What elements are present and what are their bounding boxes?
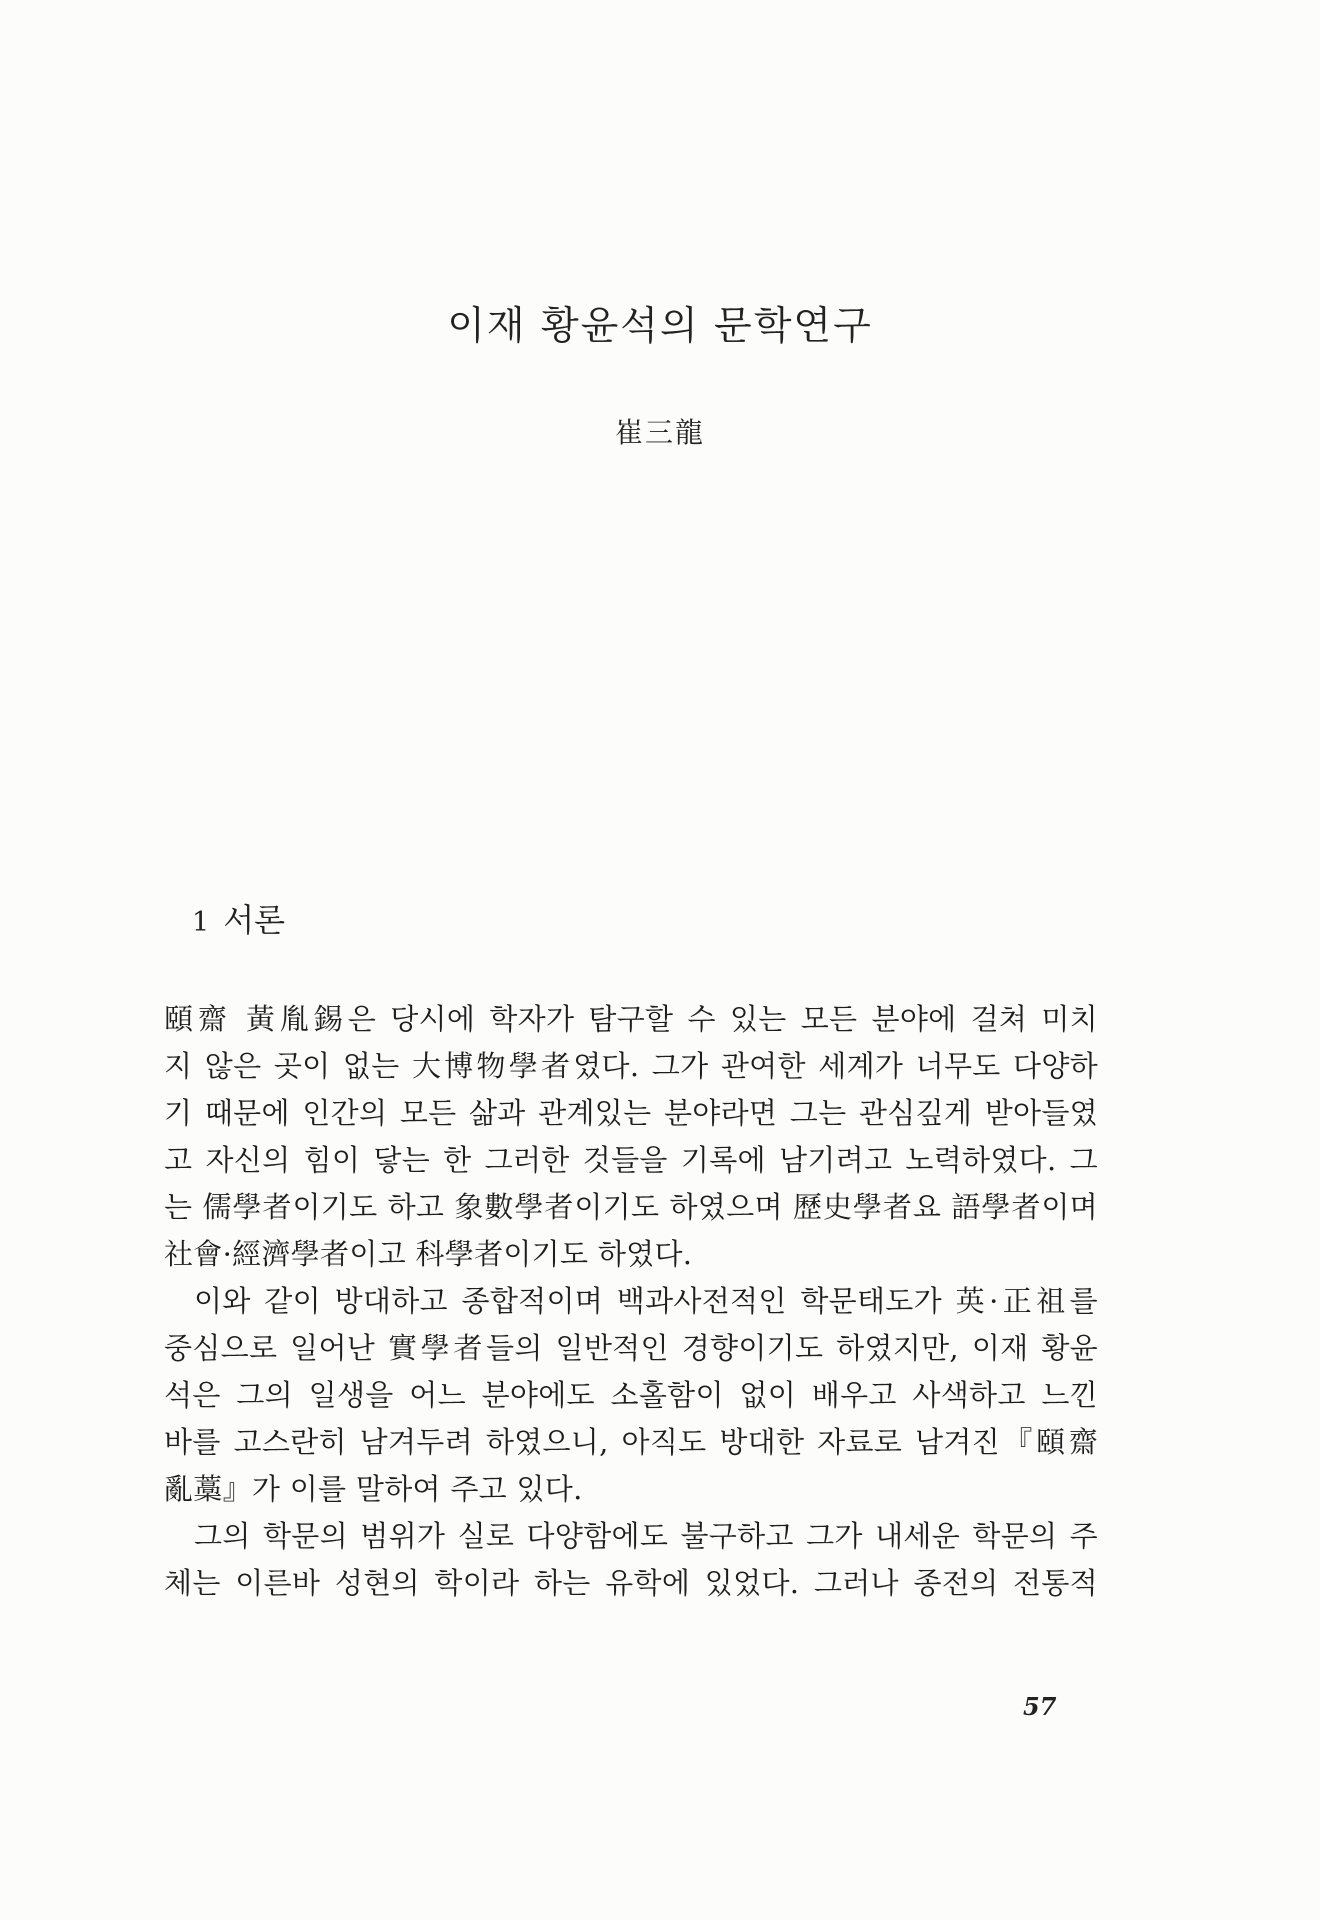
text-line: 고 자신의 힘이 닿는 한 그러한 것들을 기록에 남기려고 노력하였다. 그 bbox=[164, 1143, 1098, 1177]
page-number: 57 bbox=[1023, 1692, 1057, 1721]
text-line: 지 않은 곳이 없는 大博物學者였다. 그가 관여한 세계가 너무도 다양하 bbox=[164, 1049, 1098, 1083]
text-line: 그의 학문의 범위가 실로 다양함에도 불구하고 그가 내세운 학문의 주 bbox=[194, 1519, 1098, 1553]
text-line: 기 때문에 인간의 모든 삶과 관계있는 분야라면 그는 관심깊게 받아들였 bbox=[164, 1096, 1098, 1130]
text-line: 석은 그의 일생을 어느 분야에도 소홀함이 없이 배우고 사색하고 느낀 bbox=[164, 1378, 1098, 1412]
text-line: 이와 같이 방대하고 종합적이며 백과사전적인 학문태도가 英·正祖를 bbox=[194, 1284, 1098, 1318]
text-line: 亂藁』가 이를 말하여 주고 있다. bbox=[164, 1472, 583, 1506]
section-heading bbox=[192, 895, 285, 941]
paper-title: 이재 황윤석의 문학연구 bbox=[447, 304, 873, 349]
text-line: 는 儒學者이기도 하고 象數學者이기도 하였으며 歷史學者요 語學者이며 bbox=[164, 1190, 1098, 1224]
author-name: 崔三龍 bbox=[614, 416, 705, 449]
section-title: 서론 bbox=[223, 901, 286, 939]
section-number: 1 bbox=[192, 907, 210, 938]
text-line: 체는 이른바 성현의 학이라 하는 유학에 있었다. 그러나 종전의 전통적 bbox=[164, 1566, 1098, 1600]
body-text bbox=[164, 996, 1098, 1607]
text-line: 바를 고스란히 남겨두려 하였으니, 아직도 방대한 자료로 남겨진『頤齋 bbox=[164, 1425, 1098, 1459]
text-line: 중심으로 일어난 實學者들의 일반적인 경향이기도 하였지만, 이재 황윤 bbox=[164, 1331, 1098, 1365]
text-line: 頤齋 黃胤錫은 당시에 학자가 탐구할 수 있는 모든 분야에 걸쳐 미치 bbox=[164, 1002, 1098, 1036]
text-line: 社會·經濟學者이고 科學者이기도 하였다. bbox=[164, 1237, 693, 1271]
